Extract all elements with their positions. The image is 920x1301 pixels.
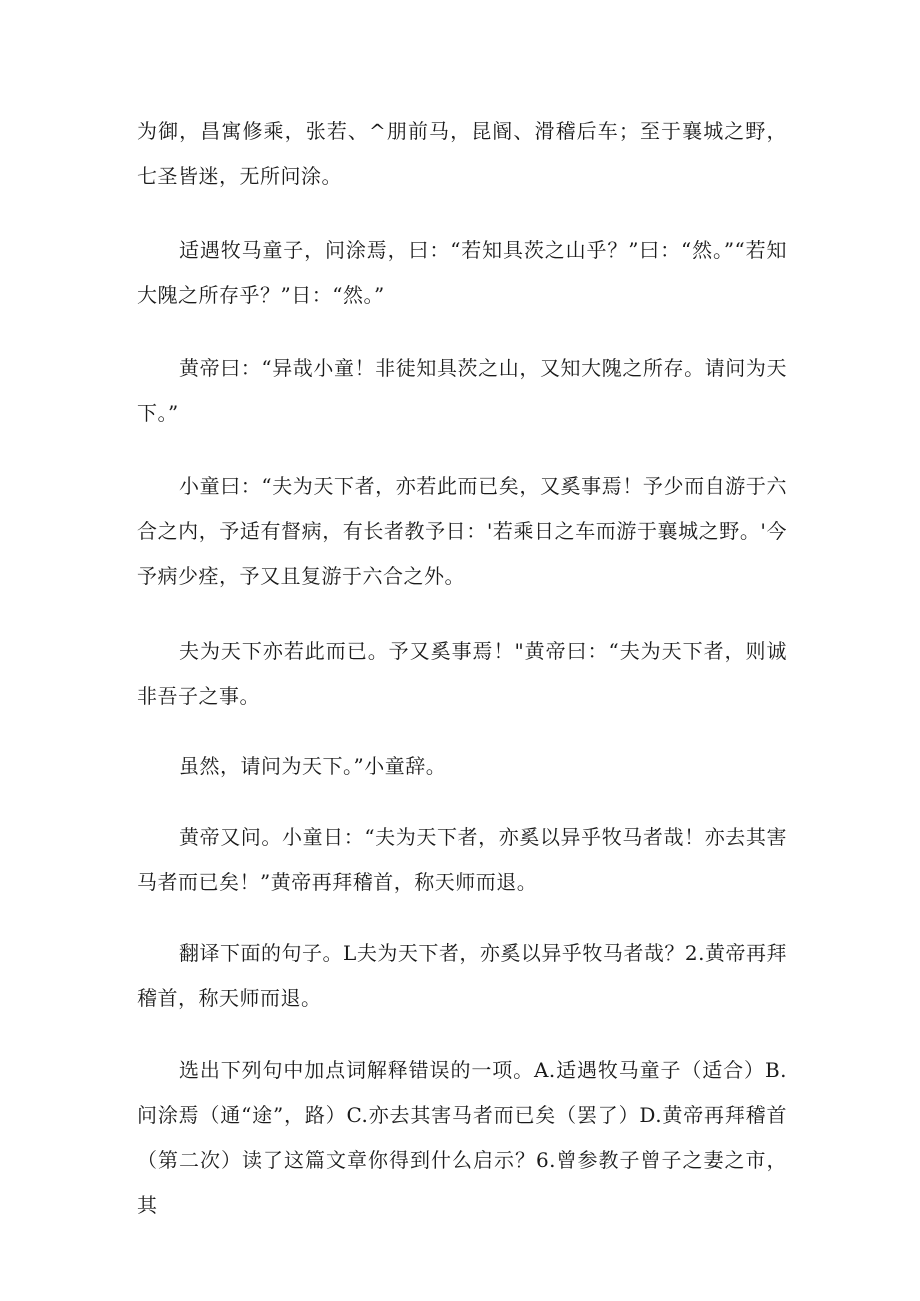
paragraph-3: 黄帝曰：“异哉小童！非徒知具茨之山，又知大隗之所存。请问为天下。” [137,356,787,425]
paragraph-1: 为御，昌寓修乘，张若、^朋前马，昆阍、滑稽后车；至于襄城之野，七圣皆迷，无所问涂。 [137,119,787,188]
paragraph-6: 虽然，请问为天下。”小童辞。 [179,754,447,778]
paragraph-4: 小童曰：“夫为天下者，亦若此而已矣，又奚事焉！予少而自游于六合之内，予适有督病，有长者教予日：'若乘日之车而游于襄城之野。'今予病少痊，予又且复游于六合之外。 [137,474,787,588]
paragraph-8: 翻译下面的句子。L夫为天下者，亦奚以异乎牧马者哉？2.黄帝再拜稽首，称天师而退。 [137,941,787,1010]
paragraph-7: 黄帝又问。小童日：“夫为天下者，亦奚以异乎牧马者哉！亦去其害马者而已矣！”黄帝再拜稽首，称天师而退。 [137,825,787,894]
paragraph-5: 夫为天下亦若此而已。予又奚事焉！"黄帝曰：“夫为天下者，则诚非吾子之事。 [137,639,787,708]
paragraph-9: 选出下列句中加点词解释错误的一项。A.适遇牧马童子（适合）B.问涂焉（通“途”，路）C.亦去其害马者而已矣（罢了）D.黄帝再拜稽首（第二次）读了这篇文章你得到什么启示？6.曾参教子曾子之妻之市，其 [137,1058,787,1217]
paragraph-2: 适遇牧马童子，问涂焉，曰：“若知具茨之山乎？”曰：“然。”“若知大隗之所存乎？”日：“然。” [137,238,787,307]
